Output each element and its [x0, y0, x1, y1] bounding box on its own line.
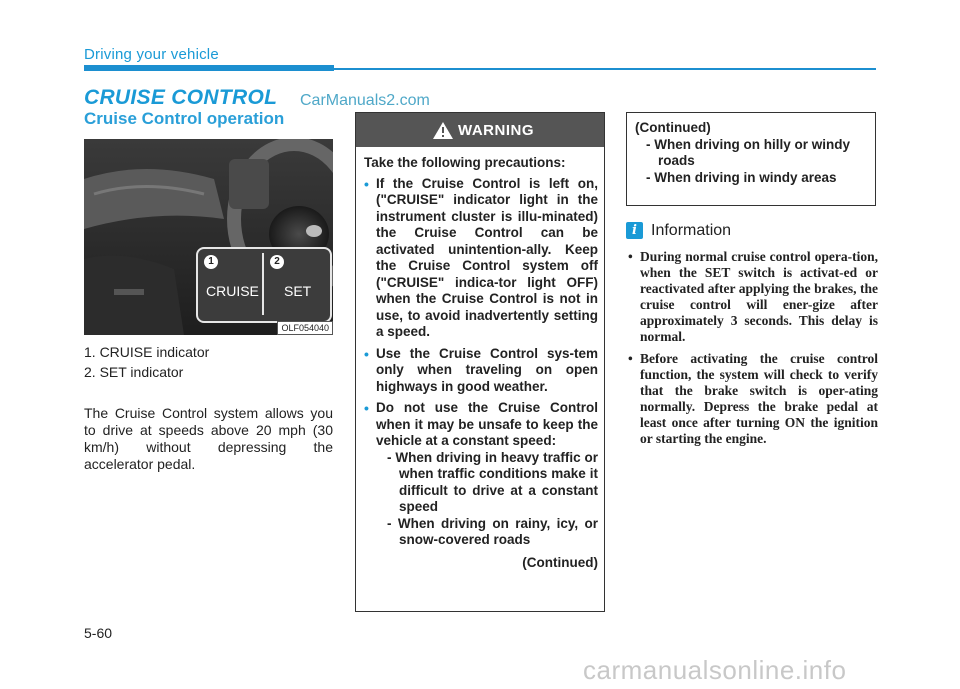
information-item — [626, 249, 878, 345]
indicator-inset — [196, 247, 332, 323]
warning-continued: (Continued) — [522, 554, 598, 570]
cruise-indicator-label: CRUISE — [206, 283, 259, 299]
bullet-icon: • — [364, 345, 369, 362]
warning-triangle-icon — [433, 122, 453, 139]
bullet-icon: • — [628, 351, 633, 366]
subsection-title: Cruise Control operation — [84, 109, 285, 128]
information-title: Information — [651, 222, 732, 239]
continued-heading: (Continued) — [635, 120, 711, 135]
callout-1: 1 — [204, 255, 218, 269]
callout-2: 2 — [270, 255, 284, 269]
page-number: 5-60 — [84, 625, 113, 641]
section-title: CRUISE CONTROL — [84, 86, 278, 109]
information-list — [626, 249, 878, 453]
intro-paragraph: The Cruise Control system allows you to drive at speeds above 20 mph (30 km/h) without depressing the accelerator pedal. — [84, 405, 333, 472]
warning-subitem: - When driving on rainy, icy, or snow-covered roads — [387, 515, 598, 547]
warning-item-text: Use the Cruise Control sys-tem only when traveling on open highways in good weather. — [376, 345, 598, 394]
watermark-bottom: carmanualsonline.info — [583, 655, 847, 685]
info-icon: i — [626, 222, 643, 239]
warning-box — [355, 112, 605, 612]
warning-item — [364, 176, 598, 341]
figure-code: OLF054040 — [277, 321, 333, 335]
watermark-top: CarManuals2.com — [300, 92, 430, 109]
information-item-text: During normal cruise control opera-tion, when the SET switch is activat-ed or reactivated after applying the brakes, the cruise control will ener-gize after approximately 3 seconds. This delay is normal. — [640, 249, 878, 344]
dashboard-photo — [84, 139, 333, 335]
continued-content — [635, 120, 869, 186]
header-rule-thick — [84, 65, 334, 71]
bullet-icon: • — [364, 400, 369, 416]
warning-header — [356, 113, 604, 147]
information-item — [626, 351, 878, 447]
inset-divider — [262, 253, 264, 315]
warning-list — [364, 176, 598, 572]
section-label: Driving your vehicle — [84, 46, 219, 63]
bullet-icon: • — [364, 175, 369, 192]
warning-content — [364, 155, 598, 576]
continued-item: - When driving on hilly or windy roads — [646, 136, 850, 168]
information-item-text: Before activating the cruise control function, the system will check to verify that the brake switch is oper-ating normally. Depress the brake pedal at least once after turning ON the ignition or starting the engine. — [640, 351, 878, 446]
warning-item-text: If the Cruise Control is left on, ("CRUISE" indicator light in the instrument cluster is illu-minated) the Cruise Control can be activated unintention-ally. Keep the Cruise Control system off ("CRUISE" indica-tor light OFF) when the Cruise Control is not in use, to avoid inadvertently setting a speed. — [376, 175, 598, 339]
caption-cruise-indicator: 1. CRUISE indicator — [84, 344, 210, 360]
header-rule-thin — [334, 68, 876, 70]
set-indicator-label: SET — [284, 283, 312, 299]
bullet-icon: • — [628, 249, 633, 264]
warning-item-text: Do not use the Cruise Control when it may be unsafe to keep the vehicle at a constant speed: — [376, 400, 598, 448]
continued-item: - When driving in windy areas — [646, 169, 837, 185]
caption-set-indicator: 2. SET indicator — [84, 364, 184, 380]
warning-intro: Take the following precautions: — [364, 155, 566, 170]
warning-subitem: - When driving in heavy traffic or when traffic conditions make it difficult to drive at a constant speed — [387, 449, 598, 514]
warning-title: WARNING — [458, 122, 534, 139]
warning-item — [364, 346, 598, 396]
warning-item — [364, 400, 598, 571]
continued-box — [626, 112, 876, 206]
